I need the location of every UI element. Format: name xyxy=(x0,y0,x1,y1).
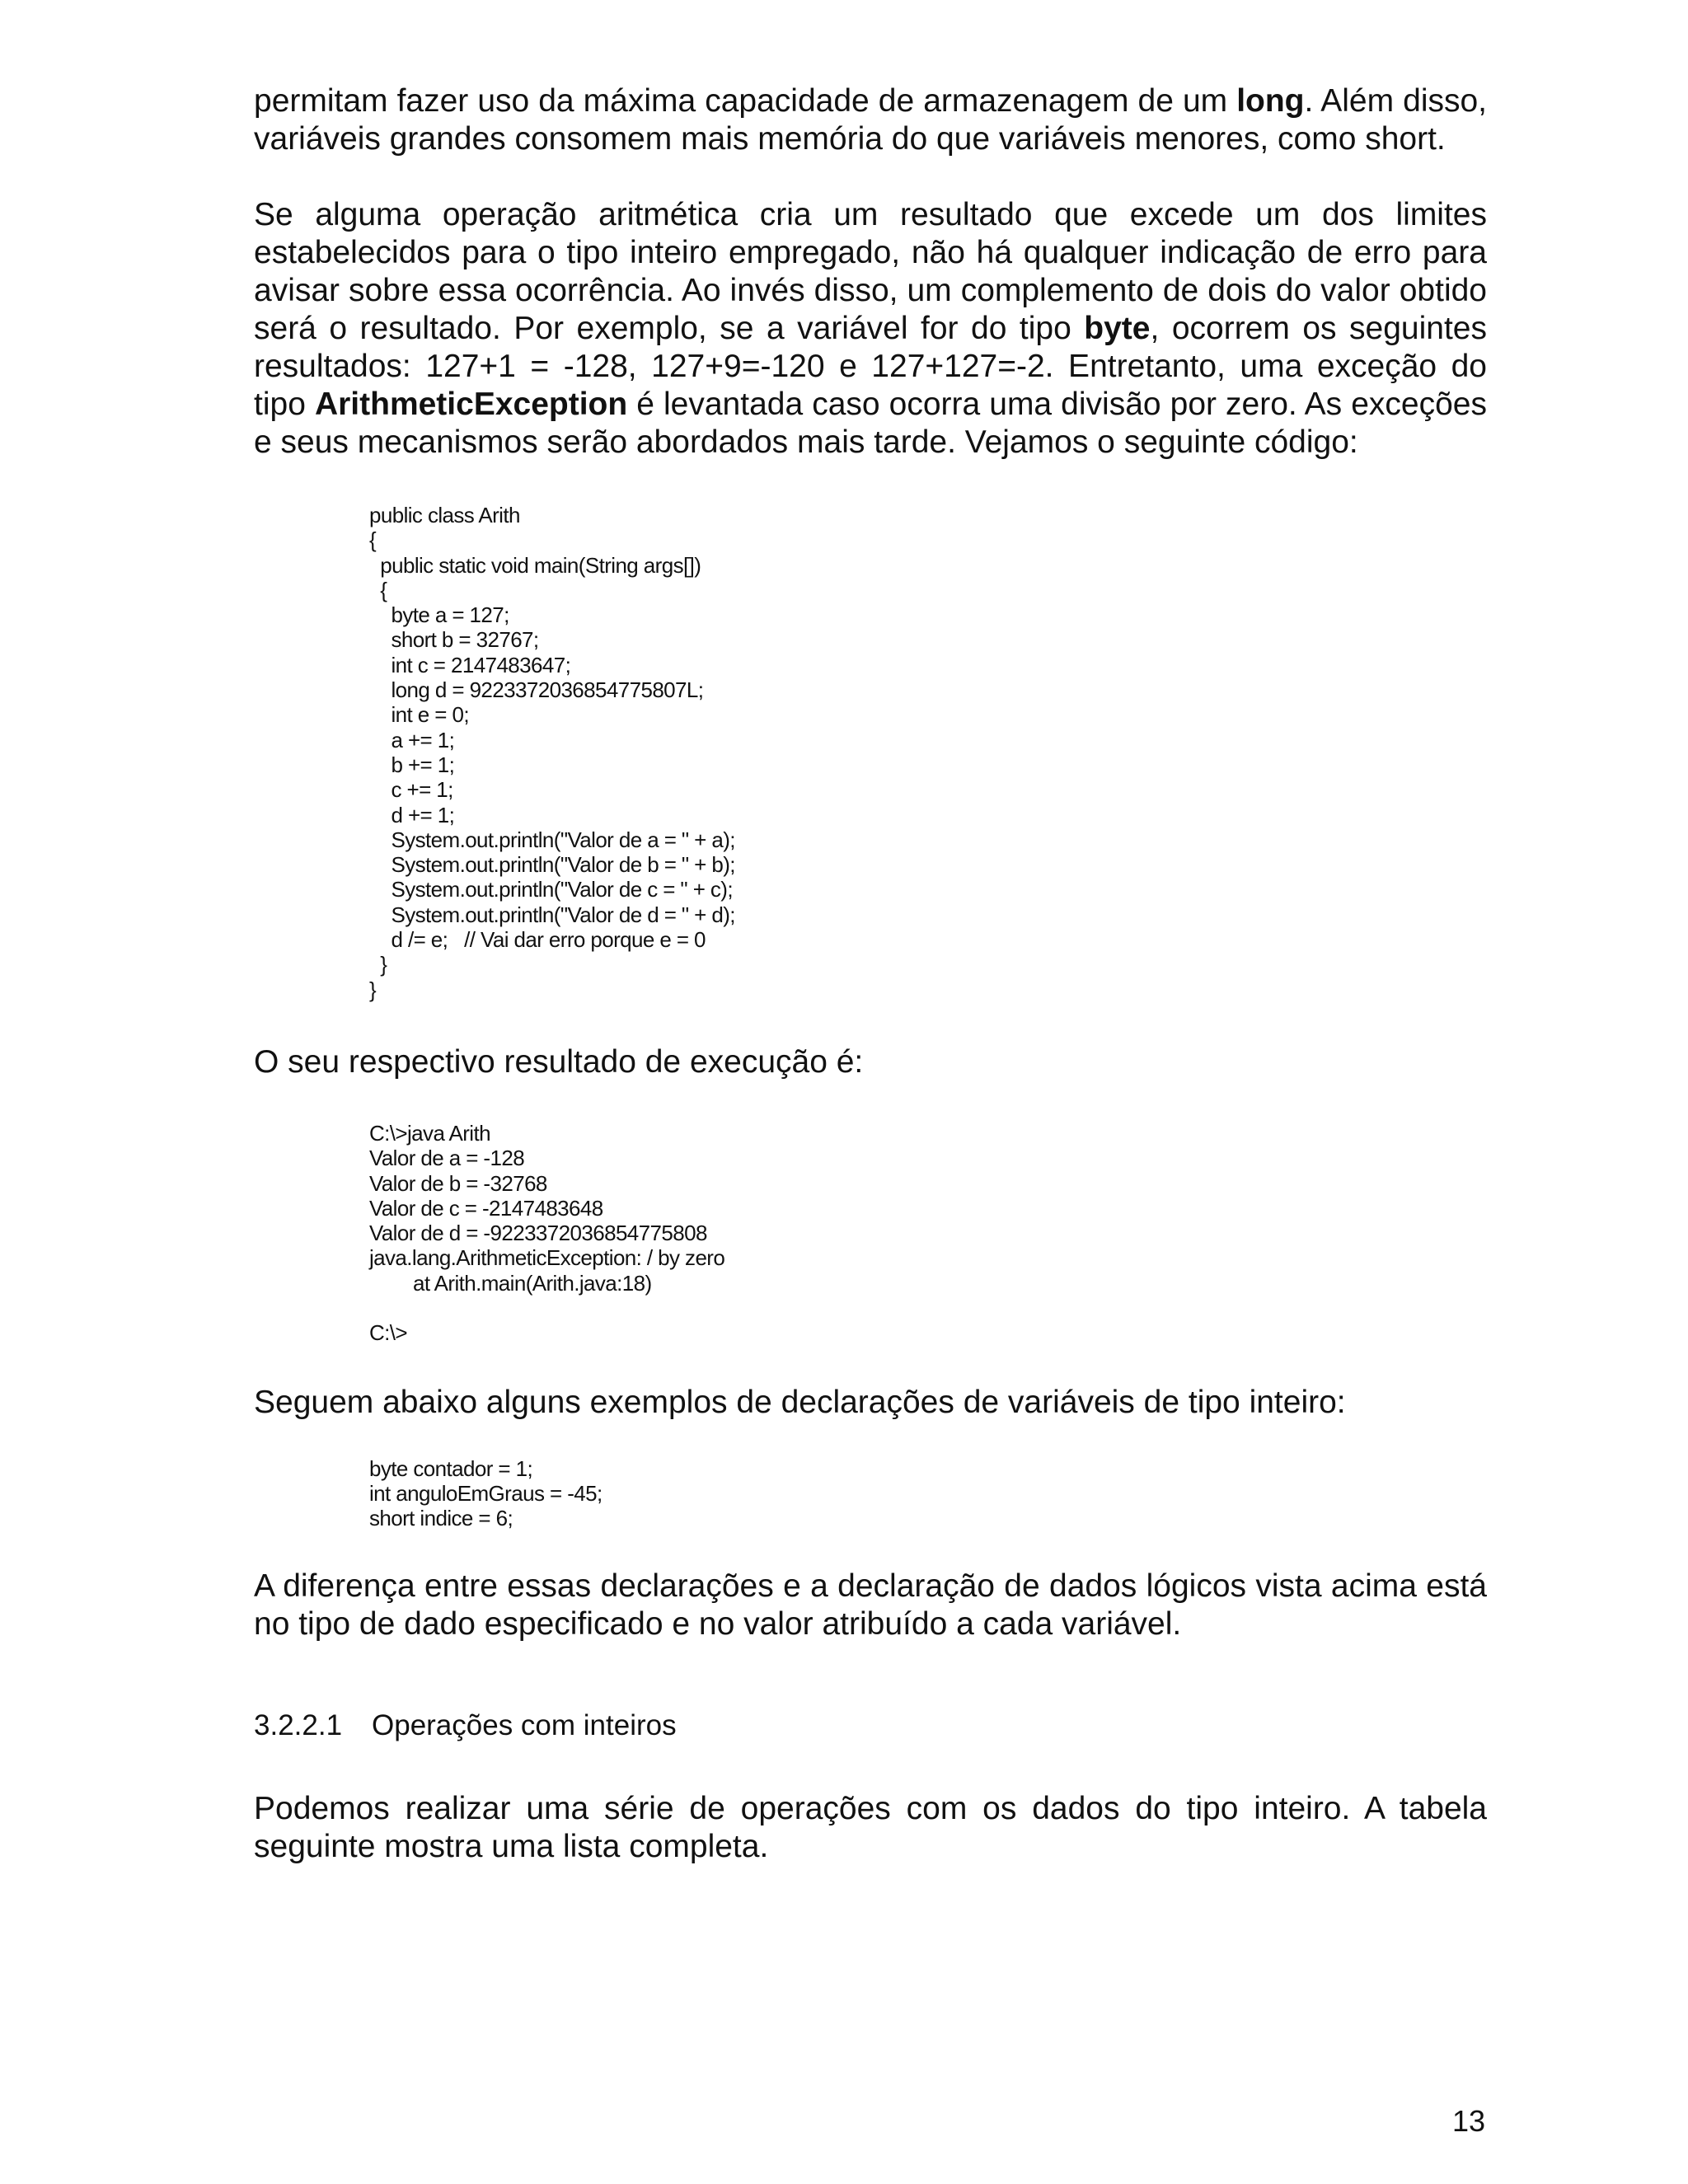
output-line: C:\>java Arith xyxy=(369,1120,490,1146)
section-title: Operações com inteiros xyxy=(372,1708,677,1741)
code-line: c += 1; xyxy=(369,777,453,803)
code-line: b += 1; xyxy=(369,752,455,777)
document-page xyxy=(254,82,1487,1866)
code-block-declarations xyxy=(369,1456,1487,1531)
code-line: public class Arith xyxy=(369,503,520,527)
output-line: C:\> xyxy=(369,1320,408,1346)
code-line: d += 1; xyxy=(369,802,455,827)
code-line: } xyxy=(369,952,387,977)
output-line: Valor de a = -128 xyxy=(369,1146,525,1171)
output-line xyxy=(369,1296,1487,1320)
declaration-line: byte contador = 1; xyxy=(369,1455,533,1481)
code-line: int c = 2147483647; xyxy=(369,652,571,677)
page-number: 13 xyxy=(1452,2104,1486,2138)
code-line: { xyxy=(369,577,387,602)
keyword-arithmetic-exception: ArithmeticException xyxy=(314,387,628,422)
code-line: long d = 9223372036854775807L; xyxy=(369,677,704,703)
code-line: System.out.println("Valor de b = " + b); xyxy=(369,852,735,878)
output-line: Valor de c = -2147483648 xyxy=(369,1195,603,1221)
code-line: int e = 0; xyxy=(369,702,469,728)
code-line: { xyxy=(369,527,377,553)
paragraph-long-capacity: permitam fazer uso da máxima capacidade de armazenagem de um long. Além disso, variáveis grandes consomem mais memória do que variáveis menores, como short. xyxy=(254,83,1488,157)
paragraph-operations: Podemos realizar uma série de operações com os dados do tipo inteiro. A tabela seguinte mostra uma lista completa. xyxy=(254,1790,1487,1864)
paragraph-result-intro: O seu respectivo resultado de execução é: xyxy=(254,1043,864,1080)
code-line: byte a = 127; xyxy=(369,602,509,628)
console-output xyxy=(369,1121,1487,1346)
paragraph-overflow: Se alguma operação aritmética cria um resultado que excede um dos limites estabelecidos para o tipo inteiro empregado, não há qualquer indicação de erro para avisar sobre essa ocorrência. Ao invés disso, um complemento de dois do valor obtido será o resultado. Por exemplo, se a variável for do tipo byte, ocorrem os seguintes resultados: 127+1 = -128, 127+9=-120 e 127+127=-2. Entretanto, uma exceção do tipo ArithmeticException é levantada caso ocorra uma divisão por zero. As exceções e seus mecanismos serão abordados mais tarde. Vejamos o seguinte código: xyxy=(254,197,1488,460)
code-line: short b = 32767; xyxy=(369,627,539,653)
keyword-byte: byte xyxy=(1084,311,1151,346)
output-line: Valor de d = -9223372036854775808 xyxy=(369,1221,707,1246)
code-line: } xyxy=(369,977,377,1002)
output-line: at Arith.main(Arith.java:18) xyxy=(369,1270,652,1296)
keyword-long: long xyxy=(1236,83,1305,119)
declaration-line: int anguloEmGraus = -45; xyxy=(369,1480,603,1506)
declaration-line: short indice = 6; xyxy=(369,1506,513,1531)
code-line: System.out.println("Valor de a = " + a); xyxy=(369,827,735,852)
code-line: d /= e; // Vai dar erro porque e = 0 xyxy=(369,927,706,953)
section-heading xyxy=(254,1709,1487,1742)
code-line: System.out.println("Valor de c = " + c); xyxy=(369,877,733,902)
output-line: Valor de b = -32768 xyxy=(369,1170,547,1196)
code-block-arith xyxy=(369,503,1487,1002)
paragraph-difference: A diferença entre essas declarações e a declaração de dados lógicos vista acima está no tipo de dado especificado e no valor atribuído a cada variável. xyxy=(254,1568,1487,1642)
code-line: a += 1; xyxy=(369,727,455,752)
output-line: java.lang.ArithmeticException: / by zero xyxy=(369,1245,725,1271)
paragraph-declarations-intro: Seguem abaixo alguns exemplos de declarações de variáveis de tipo inteiro: xyxy=(254,1384,1346,1420)
code-line: public static void main(String args[]) xyxy=(369,552,701,578)
code-line: System.out.println("Valor de d = " + d); xyxy=(369,902,735,927)
section-number: 3.2.2.1 xyxy=(254,1708,343,1741)
